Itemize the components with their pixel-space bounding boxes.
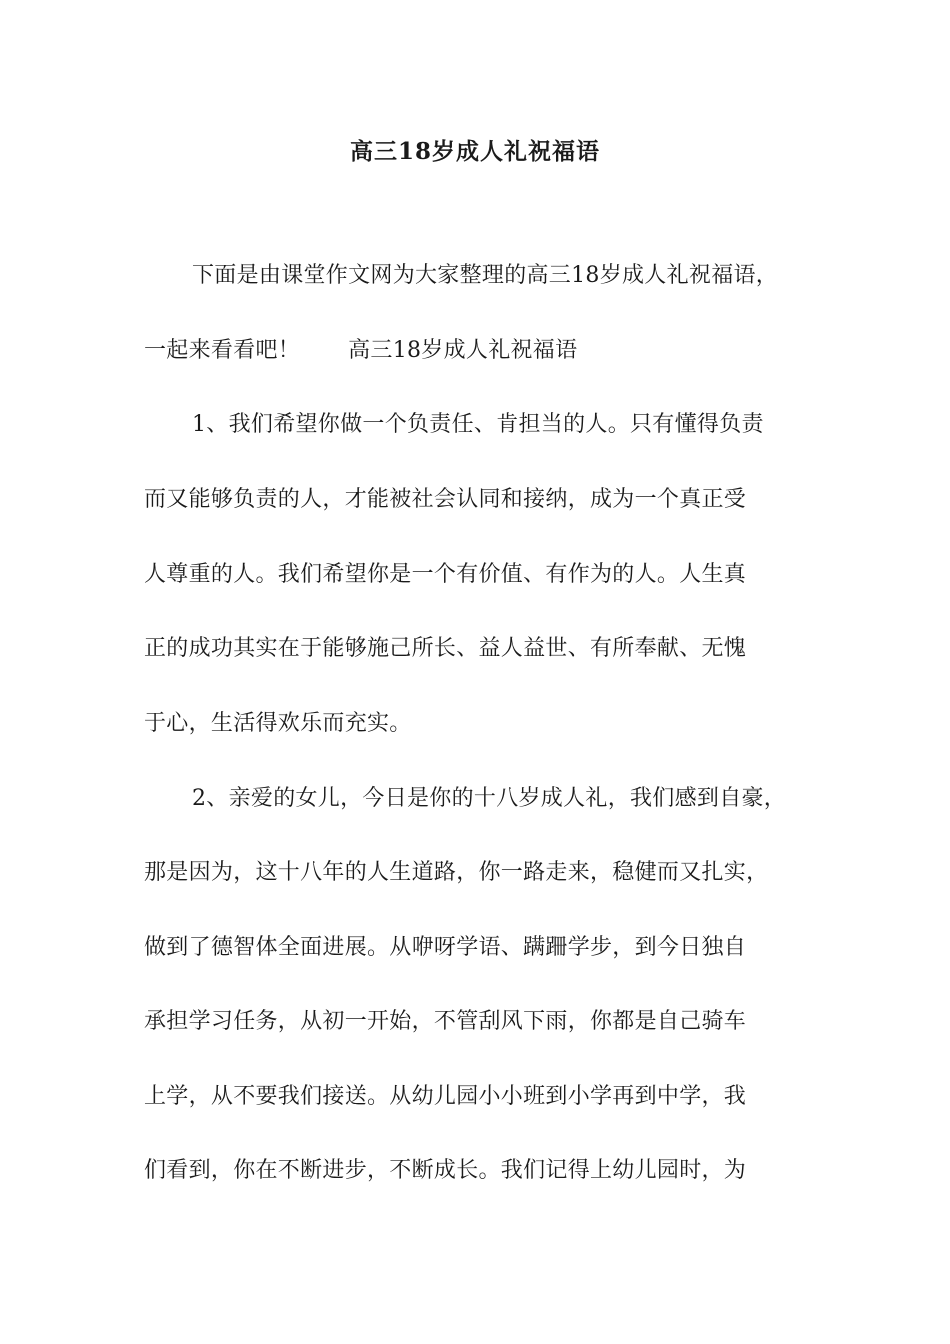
intro-line-2-subtitle: 高三18岁成人礼祝福语 — [348, 338, 578, 363]
para1-line-3: 人尊重的人。我们希望你是一个有价值、有作为的人。人生真 — [144, 562, 747, 587]
intro-line-2 — [144, 334, 577, 368]
para1-line-4: 正的成功其实在于能够施己所长、益人益世、有所奉献、无愧 — [144, 636, 747, 661]
para1-line-1: 1、我们希望你做一个负责任、肯担当的人。只有懂得负责 — [192, 412, 764, 437]
intro-line-2-text: 一起来看看吧！ — [144, 338, 301, 363]
para2-line-4: 承担学习任务，从初一开始，不管刮风下雨，你都是自己骑车 — [144, 1009, 747, 1034]
para1-line-5: 于心，生活得欢乐而充实。 — [144, 711, 412, 736]
para1-line-2: 而又能够负责的人，才能被社会认同和接纳，成为一个真正受 — [144, 487, 747, 512]
document-title: 高三18岁成人礼祝福语 — [349, 138, 600, 165]
intro-line-1: 下面是由课堂作文网为大家整理的高三18岁成人礼祝福语， — [192, 263, 779, 288]
para2-line-5: 上学，从不要我们接送。从幼儿园小小班到小学再到中学，我 — [144, 1084, 747, 1109]
para2-line-6: 们看到，你在不断进步，不断成长。我们记得上幼儿园时，为 — [144, 1158, 747, 1183]
para2-line-3: 做到了德智体全面进展。从咿呀学语、蹒跚学步，到今日独自 — [144, 935, 747, 960]
para2-line-1: 2、亲爱的女儿，今日是你的十八岁成人礼，我们感到自豪， — [192, 786, 787, 811]
para2-line-2: 那是因为，这十八年的人生道路，你一路走来，稳健而又扎实， — [144, 860, 769, 885]
